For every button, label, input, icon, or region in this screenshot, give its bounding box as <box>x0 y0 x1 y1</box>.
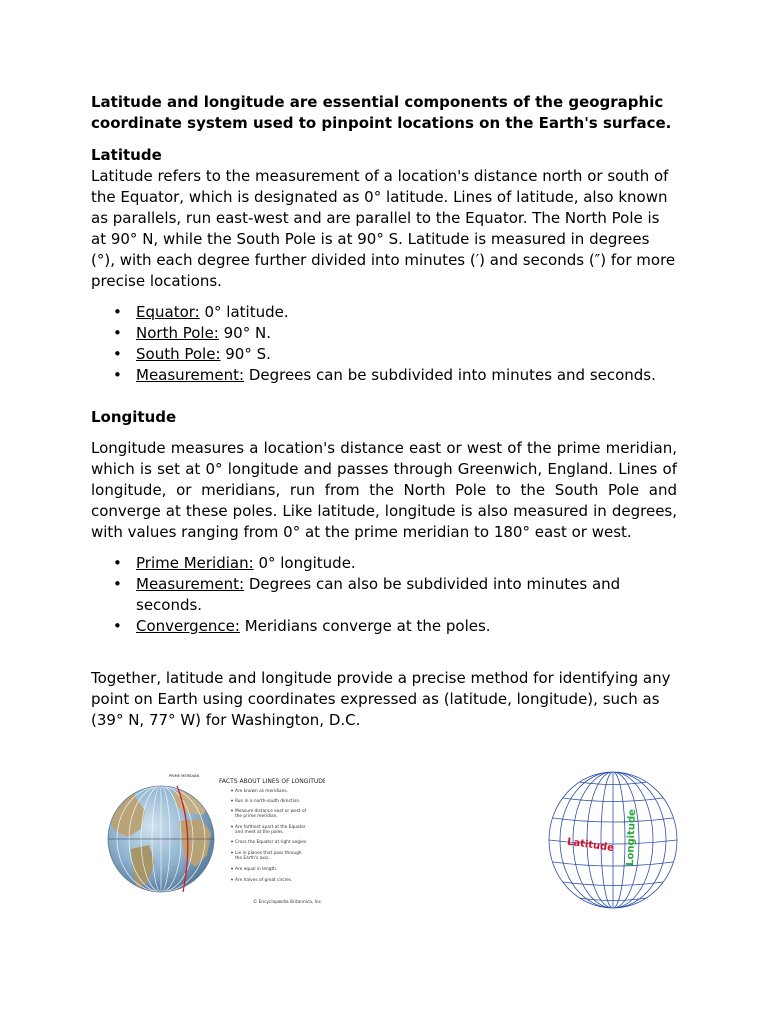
wireframe-globe <box>545 768 681 912</box>
bullet-glyph: • <box>113 366 122 384</box>
fact-item: and meet at the poles. <box>235 830 284 835</box>
facts-title: FACTS ABOUT LINES OF LONGITUDE <box>219 778 325 785</box>
fact-item: Are equal in length. <box>235 867 278 872</box>
longitude-facts-figure <box>103 771 325 909</box>
latitude-heading: Latitude <box>91 146 162 164</box>
latitude-paragraph: Latitude refers to the measurement of a location's distance north or south of the Equator, which is designated as 0° latitude. Lines of latitude, also known as parallels, run east-west and are parallel to the Equator. The North Pole is at 90° N, while the South Pole is at 90° S. Latitude is measured in degrees (°), with each degree further divided into minutes (′) and seconds (″) for more precise locations. <box>91 167 676 290</box>
longitude-paragraph: Longitude measures a location's distance east or west of the prime meridian, which is set at 0° longitude and passes through Greenwich, England. Lines of longitude, or meridians, run from the North Pole to the South Pole and converge at these poles. Like latitude, longitude is also measured in degrees, with values ranging from 0° at the prime meridian to 180° east or west. <box>91 439 677 541</box>
bullet-text: 0° latitude. <box>199 303 289 321</box>
document-body <box>91 92 677 731</box>
list-item <box>91 365 677 386</box>
bullet-term: Prime Meridian: <box>136 554 254 572</box>
prime-meridian-label: PRIME MERIDIAN <box>169 774 200 778</box>
bullet-text: Meridians converge at the poles. <box>239 617 491 635</box>
bullet-glyph: • <box>113 324 122 342</box>
fact-item: Are known as meridians. <box>235 789 288 794</box>
bullet-glyph: • <box>113 617 122 635</box>
lat-long-grid-figure <box>545 768 681 912</box>
fact-item: Lie in planes that pass through <box>235 851 302 856</box>
bullet-text: Degrees can also be subdivided into minutes and seconds. <box>136 575 621 614</box>
fact-item: the prime meridian. <box>235 814 278 819</box>
list-item <box>91 323 677 344</box>
latitude-bullet-list <box>91 302 677 386</box>
bullet-term: Measurement: <box>136 366 245 384</box>
together-paragraph: Together, latitude and longitude provide a precise method for identifying any point on Earth using coordinates expressed as (latitude, longitude), such as (39° N, 77° W) for Washington, D.C. <box>91 669 671 729</box>
list-item <box>91 574 677 616</box>
longitude-label: Longitude <box>625 808 638 867</box>
bullet-glyph: • <box>113 575 122 593</box>
bullet-glyph: • <box>113 345 122 363</box>
bullet-term: South Pole: <box>136 345 221 363</box>
bullet-text: 90° N. <box>218 324 271 342</box>
fact-item: Cross the Equator at right angles. <box>235 840 308 845</box>
fact-item: Measure distance east or west of <box>235 809 307 814</box>
figure-credit: © Encyclopædia Britannica, Inc. <box>253 900 323 905</box>
bullet-glyph: • <box>113 554 122 572</box>
intro-paragraph: Latitude and longitude are essential components of the geographic coordinate system used to pinpoint locations on the Earth's surface. <box>91 93 672 132</box>
bullet-term: Convergence: <box>136 617 240 635</box>
list-item <box>91 616 677 637</box>
bullet-term: Equator: <box>136 303 200 321</box>
fact-item: Are halves of great circles. <box>235 878 293 883</box>
bullet-term: Measurement: <box>136 575 245 593</box>
bullet-term: North Pole: <box>136 324 219 342</box>
longitude-globe-illustration <box>103 771 325 909</box>
fact-item: Are farthest apart at the Equator <box>235 825 306 830</box>
latitude-label: Latitude <box>566 836 615 855</box>
longitude-bullet-list <box>91 553 677 637</box>
fact-item: the Earth's axis. <box>235 856 270 861</box>
bullet-text: 90° S. <box>220 345 271 363</box>
fact-item: Run in a north-south direction. <box>235 799 301 804</box>
list-item <box>91 553 677 574</box>
bullet-glyph: • <box>113 303 122 321</box>
bullet-text: 0° longitude. <box>253 554 356 572</box>
list-item <box>91 302 677 323</box>
list-item <box>91 344 677 365</box>
longitude-heading: Longitude <box>91 408 177 426</box>
facts-list <box>231 788 307 883</box>
bullet-text: Degrees can be subdivided into minutes and seconds. <box>244 366 656 384</box>
